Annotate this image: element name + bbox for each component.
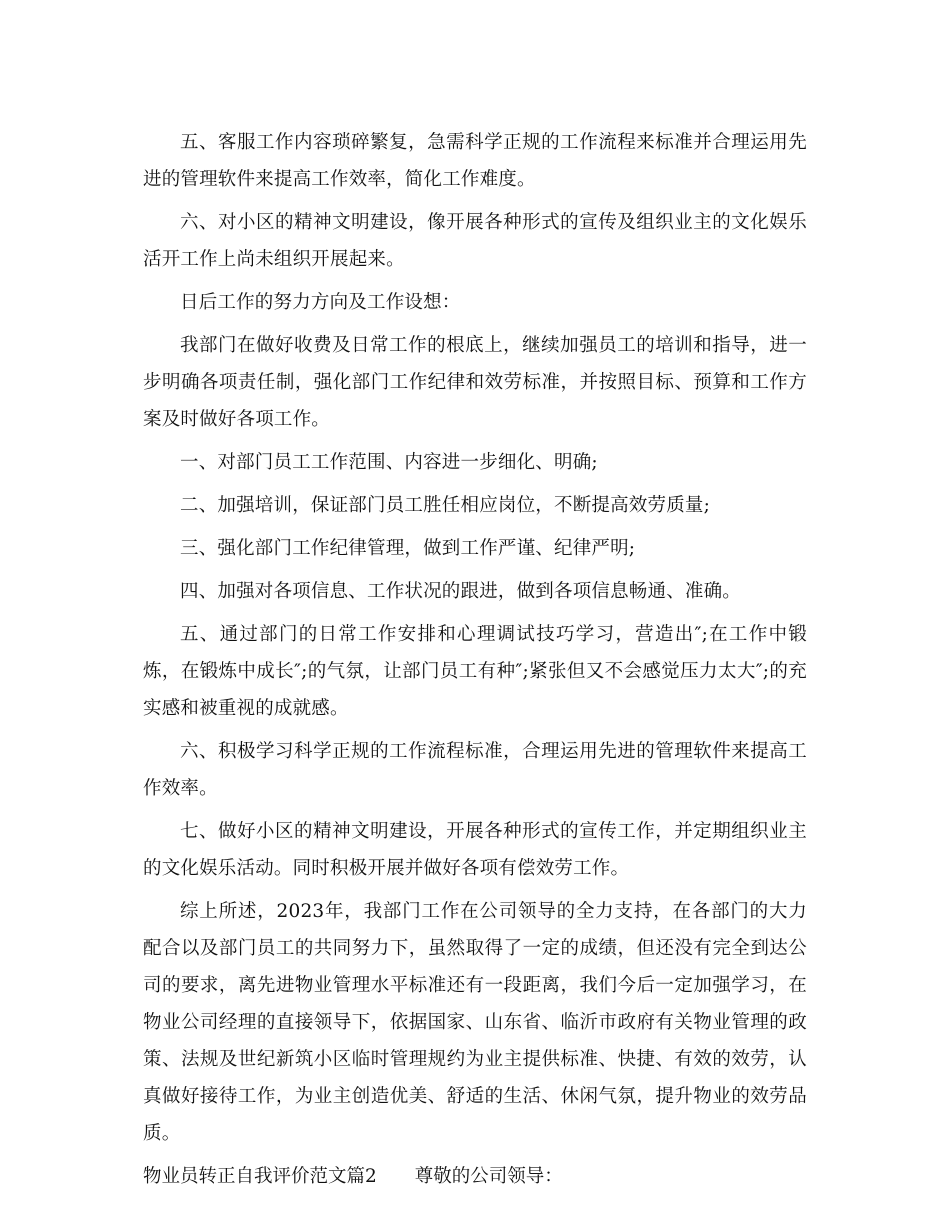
paragraph-1: 五、客服工作内容琐碎繁复，急需科学正规的工作流程来标准并合理运用先进的管理软件来提高工作效率，简化工作难度。 [143, 132, 807, 190]
paragraph-4: 我部门在做好收费及日常工作的根底上，继续加强员工的培训和指导，进一步明确各项责任制，强化部门工作纪律和效劳标准，并按照目标、预算和工作方案及时做好各项工作。 [143, 335, 807, 430]
paragraph-3: 日后工作的努力方向及工作设想： [180, 292, 461, 313]
next-section-line [143, 1158, 807, 1195]
paragraph-12: 综上所述，2023年，我部门工作在公司领导的全力支持，在各部门的大力配合以及部门员工的共同努力下，虽然取得了一定的成绩，但还没有完全到达公司的要求，离先进物业管理水平标准还有一段距离，我们今后一定加强学习，在物业公司经理的直接领导下，依据国家、山东省、临沂市政府有关物业管理的政策、法规及世纪新筑小区临时管理规约为业主提供标准、快捷、有效的效劳，认真做好接待工作，为业主创造优美、舒适的生活、休闲气氛，提升物业的效劳品质。 [143, 901, 807, 1144]
paragraph-11: 七、做好小区的精神文明建设，开展各种形式的宣传工作，并定期组织业主的文化娱乐活动。同时积极开展并做好各项有偿效劳工作。 [143, 821, 807, 879]
paragraph-10: 六、积极学习科学正规的工作流程标准，合理运用先进的管理软件来提高工作效率。 [143, 741, 807, 799]
paragraph-5: 一、对部门员工工作范围、内容进一步细化、明确; [180, 452, 598, 473]
document-body [143, 124, 807, 1195]
next-section-title: 物业员转正自我评价范文篇2 [143, 1166, 377, 1187]
paragraph-8: 四、加强对各项信息、工作状况的跟进，做到各项信息畅通、准确。 [180, 581, 742, 602]
letter-greeting: 尊敬的公司领导： [414, 1166, 563, 1187]
paragraph-9: 五、通过部门的日常工作安排和心理调试技巧学习，营造出″;在工作中锻炼，在锻炼中成长″;的气氛，让部门员工有种″;紧张但又不会感觉压力太大″;的充实感和被重视的成就感。 [143, 624, 807, 719]
paragraph-6: 二、加强培训，保证部门员工胜任相应岗位，不断提高效劳质量; [180, 495, 711, 516]
paragraph-7: 三、强化部门工作纪律管理，做到工作严谨、纪律严明; [180, 538, 636, 559]
paragraph-2: 六、对小区的精神文明建设，像开展各种形式的宣传及组织业主的文化娱乐活开工作上尚未组织开展起来。 [143, 212, 807, 270]
